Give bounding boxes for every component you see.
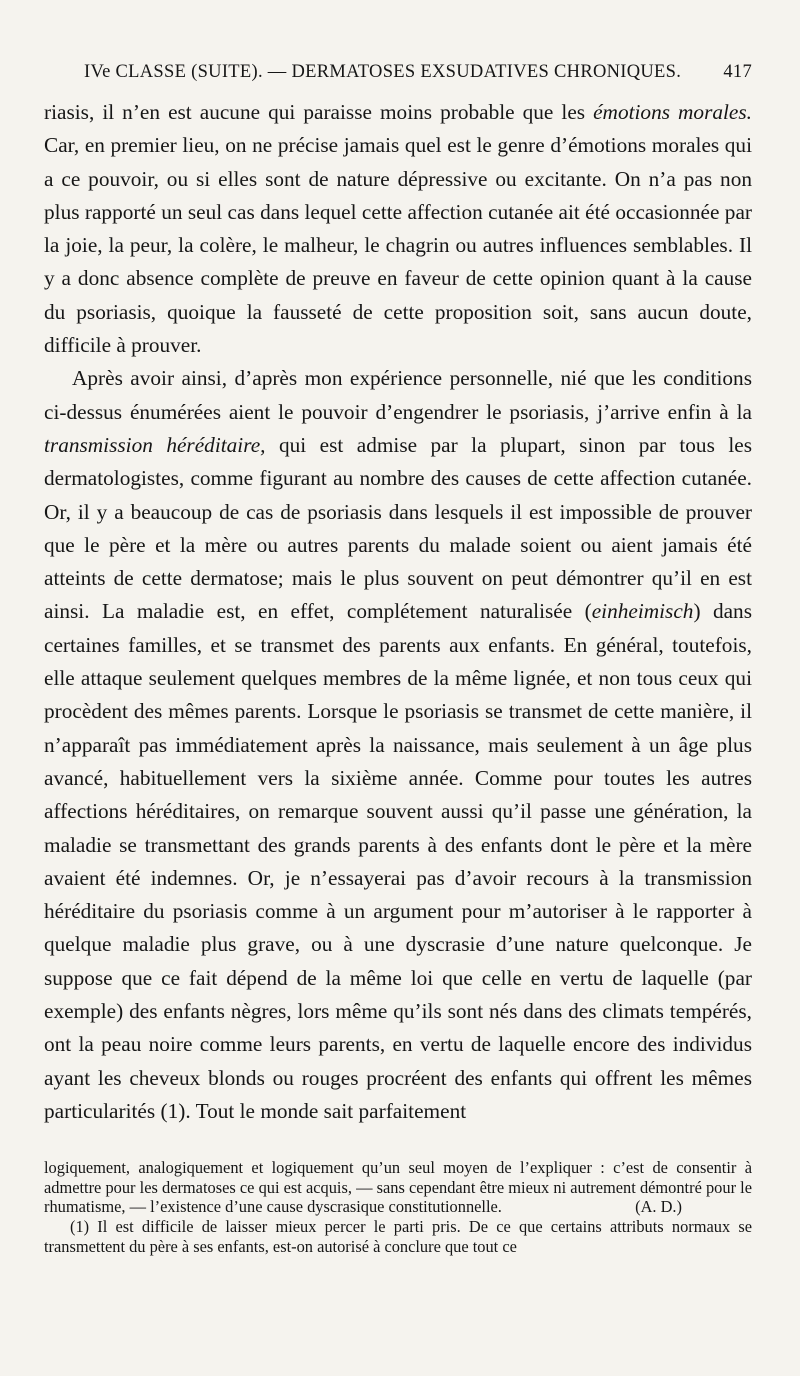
- main-text: [44, 96, 752, 1128]
- footnote-1: (1) Il est difficile de laisser mieux percer le parti pris. De ce que certains attributs normaux se transmettent du père à ses enfants, est-on autorisé à conclure que tout ce: [44, 1216, 752, 1256]
- footnote-signature: (A. D.): [635, 1197, 682, 1217]
- paragraph-2: [44, 362, 752, 1128]
- paragraph-2-italic-b: einheimisch: [591, 599, 694, 624]
- paragraph-2-text-c: ) dans certaines familles, et se transmet des parents aux enfants. En général, toutefois, elle attaque seulement quelques membres de la même lignée, et non tous ceux qui procèdent des mêmes parents. Lorsque le psoriasis se transmet de cette manière, il n’apparaît pas immédiatement après la naissance, mais seulement à un âge plus avancé, habituellement vers la sixième année. Comme pour toutes les autres affections héréditaires, on remarque souvent aussi qu’il passe une génération, la maladie se transmettant des grands parents à des enfants dont le père et la mère avaient été indemnes. Or, je n’essayerai pas d’avoir recours à la transmission héréditaire du psoriasis comme à un argument pour m’autoriser à le rapporter à quelque maladie plus grave, ou à une dyscrasie d’une nature quelconque. Je suppose que ce fait dépend de la même loi que celle en vertu de laquelle (par exemple) des enfants nègres, lors même qu’ils sont nés dans des climats tempérés, ont la peau noire comme leurs parents, en vertu de laquelle encore des individus ayant les cheveux blonds ou rouges procréent des enfants qui offrent les mêmes particularités (1). Tout le monde sait parfaitement: [44, 599, 752, 1123]
- footnote-continued-text: logiquement, analogiquement et logiquement qu’un seul moyen de l’expliquer : c’est de consentir à admettre pour les dermatoses ce qui est acquis, — sans cependant être mieux ni autrement démontré pour le rhumatisme, — l’existence d’une cause dyscrasique constitutionnelle.: [44, 1158, 752, 1217]
- paragraph-1-text-b: Car, en premier lieu, on ne précise jamais quel est le genre d’émotions morales qui a ce pouvoir, ou si elles sont de nature dépressive ou excitante. On n’a pas non plus rapporté un seul cas dans lequel cette affection cutanée ait été occasionnée par la joie, la peur, la colère, le malheur, le chagrin ou autres influences semblables. Il y a donc absence complète de preuve en faveur de cette opinion quant à la cause du psoriasis, quoique la fausseté de cette proposition soit, sans aucun doute, difficile à prouver.: [44, 133, 752, 358]
- paragraph-1-text-a: riasis, il n’en est aucune qui paraisse moins probable que les: [44, 100, 594, 124]
- footnotes: [44, 1158, 752, 1256]
- paragraph-2-text-a: Après avoir ainsi, d’après mon expérience personnelle, nié que les conditions ci-dessus énumérées aient le pouvoir d’engendrer le psoriasis, j’arrive enfin à la: [44, 366, 752, 424]
- paragraph-1: [44, 96, 752, 362]
- page-number: 417: [723, 62, 752, 82]
- footnote-continued: [44, 1158, 752, 1217]
- running-head-title: IVe CLASSE (SUITE). — DERMATOSES EXSUDATIVES CHRONIQUES.: [84, 62, 682, 82]
- paragraph-2-italic-a: transmission héréditaire,: [44, 432, 266, 457]
- running-head: [84, 62, 752, 96]
- paragraph-2-text-b: qui est admise par la plupart, sinon par tous les dermatologistes, comme figurant au nombre des causes de cette affection cutanée. Or, il y a beaucoup de cas de psoriasis dans lesquels il est impossible de prouver que le père et la mère ou autres parents du malade soient ou aient jamais été atteints de cette dermatose; mais le plus souvent on peut démontrer qu’il en est ainsi. La maladie est, en effet, complétement naturalisée (: [44, 432, 752, 624]
- paragraph-1-italic-a: émotions morales.: [593, 100, 752, 124]
